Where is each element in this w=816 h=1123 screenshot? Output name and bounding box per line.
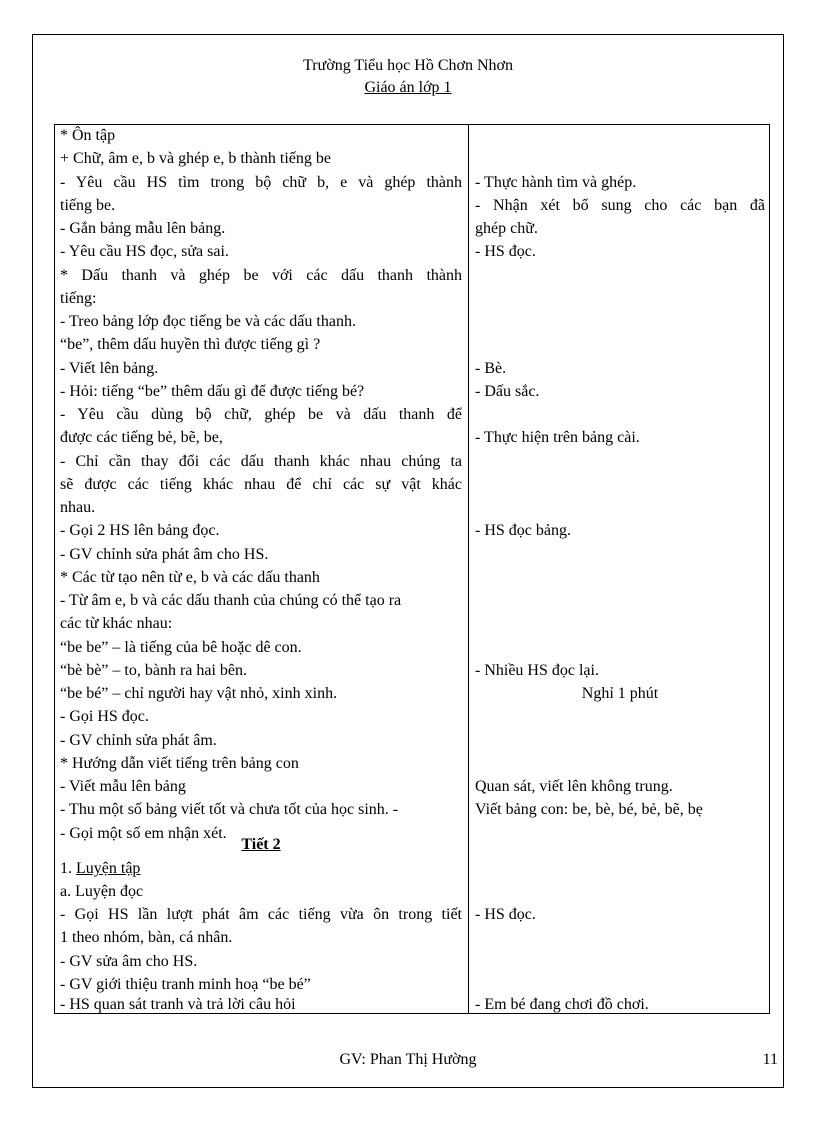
- left-line: - Hỏi: tiếng “be” thêm dấu gì để được tiếng bé?: [60, 383, 365, 400]
- right-line: - Thực hành tìm và ghép.: [475, 174, 637, 191]
- left-line: * Hướng dẫn viết tiếng trên bảng con: [60, 755, 299, 772]
- left-line: + Chữ, âm e, b và ghép e, b thành tiếng be: [60, 150, 331, 167]
- left-line: - HS quan sát tranh và trả lời câu hỏi: [60, 996, 296, 1013]
- right-line: ghép chữ.: [475, 220, 538, 237]
- left-line: - Viết mẫu lên bảng: [60, 778, 186, 795]
- left-line: * Các từ tạo nên từ e, b và các dấu thanh: [60, 569, 320, 586]
- left-line: a. Luyện đọc: [60, 883, 144, 900]
- left-line: nhau.: [60, 499, 96, 516]
- left-line: - Gọi một số em nhận xét.: [60, 825, 227, 842]
- left-line: - Chỉ cần thay đổi các dấu thanh khác nhau chúng ta: [60, 453, 462, 470]
- left-line: - Thu một số bảng viết tốt và chưa tốt của học sinh. -: [60, 801, 399, 818]
- left-line: - Gọi 2 HS lên bảng đọc.: [60, 522, 220, 539]
- left-line: “be”, thêm dấu huyền thì được tiếng gì ?: [60, 336, 321, 353]
- left-line: “be bé” – chỉ người hay vật nhỏ, xinh xinh.: [60, 685, 338, 702]
- left-line: - GV giới thiệu tranh minh hoạ “be bé”: [60, 976, 311, 993]
- left-line: - Yêu cầu HS tìm trong bộ chữ b, e và ghép thành: [60, 174, 462, 191]
- section-title-luyen-tap: Luyện tập: [76, 860, 141, 877]
- right-line: - HS đọc.: [475, 243, 536, 260]
- right-line: Quan sát, viết lên không trung.: [475, 778, 673, 795]
- left-line: - Treo bảng lớp đọc tiếng be và các dấu thanh.: [60, 313, 356, 330]
- school-name: Trường Tiểu học Hồ Chơn Nhơn: [303, 57, 513, 74]
- left-line: - Gọi HS lần lượt phát âm các tiếng vừa ôn trong tiết: [60, 906, 462, 923]
- left-line: - GV sửa âm cho HS.: [60, 953, 198, 970]
- column-divider: [468, 125, 469, 1013]
- left-line: - GV chỉnh sửa phát âm.: [60, 732, 217, 749]
- right-line-break-note: Nghỉ 1 phút: [581, 685, 659, 702]
- document-subtitle: Giáo án lớp 1: [364, 79, 452, 96]
- left-line: 1 theo nhóm, bàn, cá nhân.: [60, 929, 233, 946]
- left-line: - GV chỉnh sửa phát âm cho HS.: [60, 546, 269, 563]
- left-line: “be be” – là tiếng của bê hoặc dê con.: [60, 639, 302, 656]
- left-line: “bè bè” – to, bành ra hai bên.: [60, 662, 248, 679]
- left-line: - Gọi HS đọc.: [60, 708, 149, 725]
- page-number: 11: [762, 1051, 778, 1068]
- right-line: - HS đọc bảng.: [475, 522, 571, 539]
- right-line: - Dấu sắc.: [475, 383, 540, 400]
- left-line: tiếng:: [60, 290, 97, 307]
- left-line: [60, 858, 462, 880]
- left-line: - Yêu cầu dùng bộ chữ, ghép be và dấu thanh để: [60, 406, 462, 423]
- left-line: các từ khác nhau:: [60, 615, 173, 632]
- left-line: sẽ được các tiếng khác nhau để chỉ các sự vật khác: [60, 476, 462, 493]
- left-line: - Viết lên bảng.: [60, 360, 159, 377]
- section-heading-tiet-2: Tiết 2: [241, 836, 281, 853]
- lesson-table: [54, 124, 770, 1014]
- left-line: - Yêu cầu HS đọc, sửa sai.: [60, 243, 229, 260]
- right-line: - Nhiều HS đọc lại.: [475, 662, 599, 679]
- left-line: - Từ âm e, b và các dấu thanh của chúng có thể tạo ra: [60, 592, 402, 609]
- left-line: tiếng be.: [60, 197, 116, 214]
- right-line: - Bè.: [475, 360, 507, 377]
- right-line: - Nhận xét bổ sung cho các bạn đã: [475, 197, 765, 214]
- section-number: 1.: [60, 860, 76, 877]
- left-line: được các tiếng bẻ, bẽ, be,: [60, 429, 223, 446]
- right-line: - HS đọc.: [475, 906, 536, 923]
- right-line: - Em bé đang chơi đồ chơi.: [475, 996, 649, 1013]
- footer-teacher: GV: Phan Thị Hường: [339, 1051, 477, 1068]
- left-line: * Ôn tập: [60, 127, 116, 144]
- left-line: * Dấu thanh và ghép be với các dấu thanh thành: [60, 267, 462, 284]
- left-line: - Gắn bảng mẫu lên bảng.: [60, 220, 226, 237]
- right-line: Viết bảng con: be, bè, bé, bẻ, bẽ, bẹ: [475, 801, 703, 818]
- right-line: - Thực hiện trên bảng cài.: [475, 429, 640, 446]
